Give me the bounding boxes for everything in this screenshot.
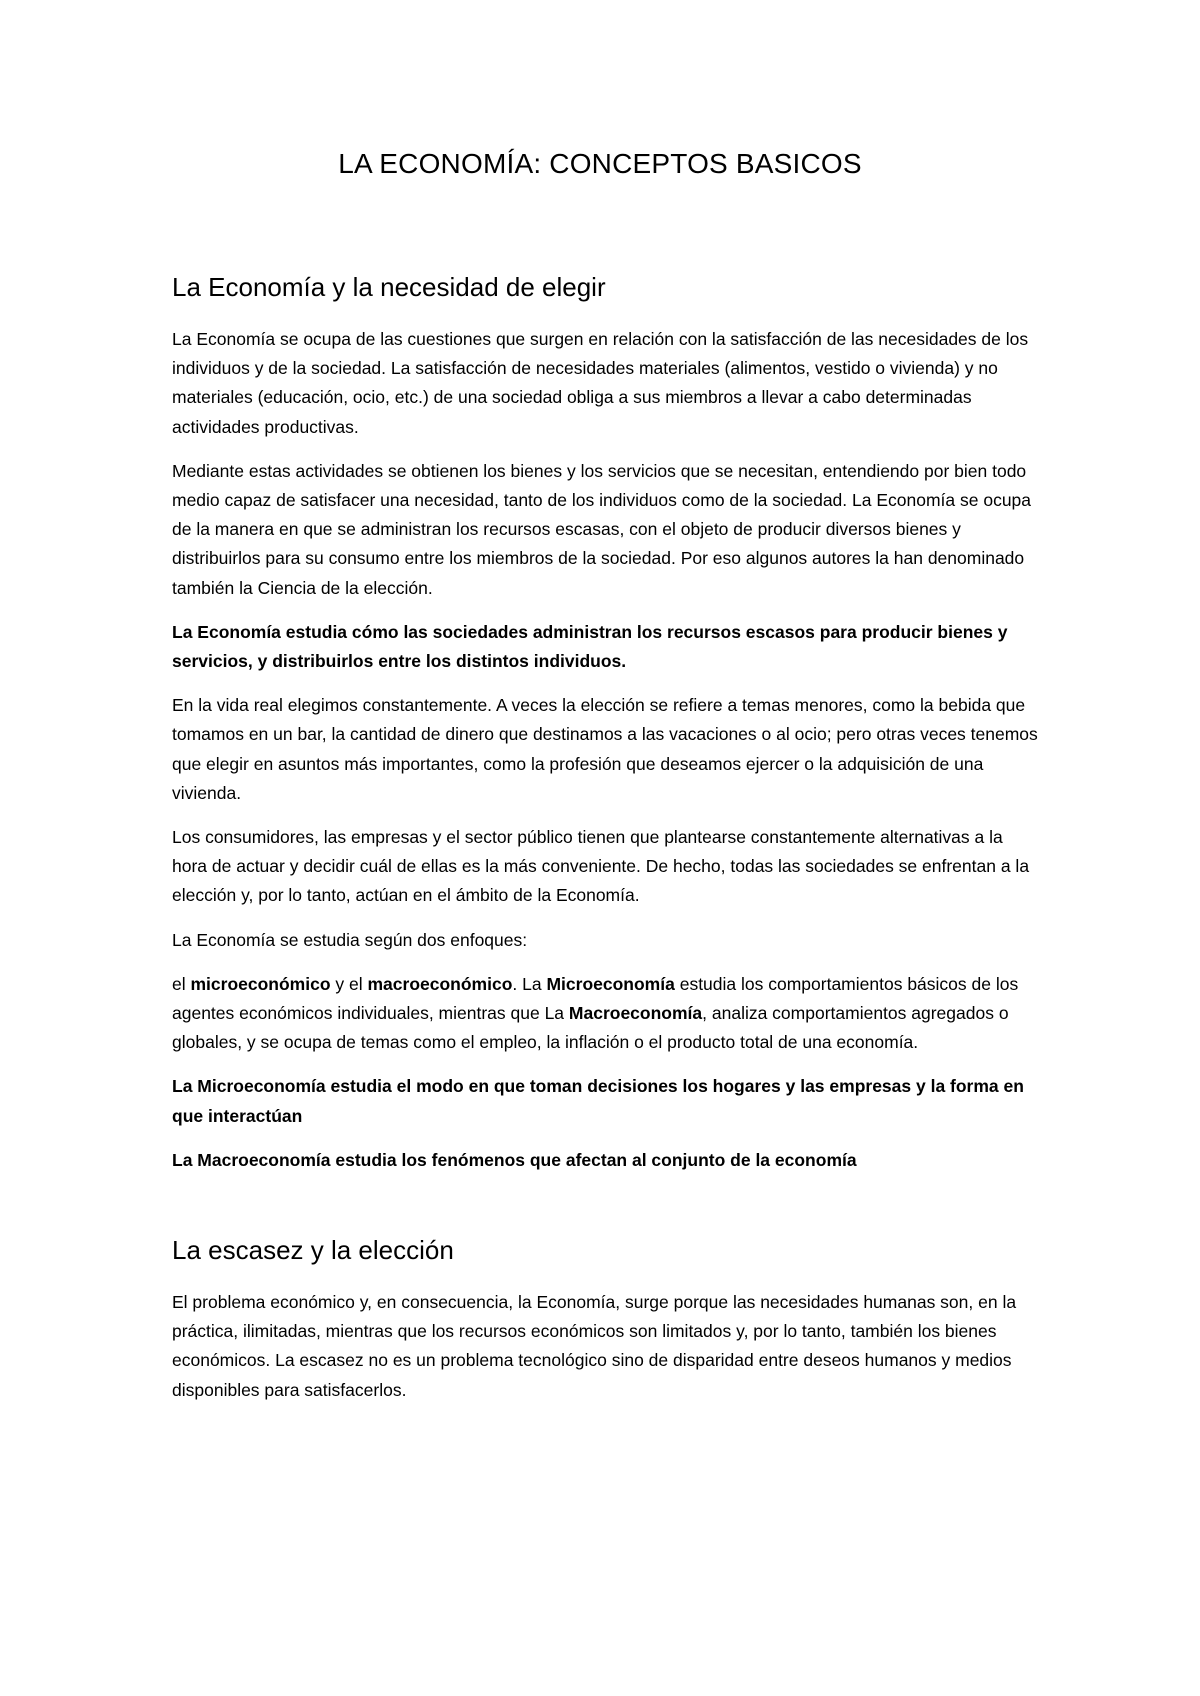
paragraph: En la vida real elegimos constantemente. A veces la elección se refiere a temas menores, como la bebida que tomamos en un bar, la cantidad de dinero que destinamos a las vacaciones o al ocio; pero otras veces tenemos que elegir en asuntos más importantes, como la profesión que deseamos ejercer o la adquisición de una vivienda.: [172, 695, 1038, 803]
paragraph: La Economía se ocupa de las cuestiones que surgen en relación con la satisfacción de las necesidades de los individuos y de la sociedad. La satisfacción de necesidades materiales (alimentos, vestido o vivienda) y no materiales (educación, ocio, etc.) de una sociedad obliga a sus miembros a llevar a cabo determinadas actividades productivas.: [172, 329, 1029, 437]
key-definition-paragraph: La Economía estudia cómo las sociedades administran los recursos escasos para producir bienes y servicios, y distribuirlos entre los distintos individuos.: [172, 621, 1008, 672]
bold-term: Microeconomía: [546, 973, 675, 994]
text-run: . La: [512, 973, 547, 994]
paragraph: Mediante estas actividades se obtienen los bienes y los servicios que se necesitan, entendiendo por bien todo medio capaz de satisfacer una necesidad, tanto de los individuos como de la sociedad. La Economía se ocupa de la manera en que se administran los recursos escasas, con el objeto de producir diversos bienes y distribuirlos para su consumo entre los miembros de la sociedad. Por eso algunos autores la han denominado también la Ciencia de la elección.: [172, 460, 1032, 598]
section-escasez-eleccion: [172, 1235, 1040, 1405]
bold-term: macroeconómico: [367, 973, 513, 994]
section-heading: La Economía y la necesidad de elegir: [172, 272, 606, 302]
section-heading: La escasez y la elección: [172, 1235, 454, 1266]
paragraph: El problema económico y, en consecuencia, la Economía, surge porque las necesidades humanas son, en la práctica, ilimitadas, mientras que los recursos económicos son limitados y, por lo tanto, también los bienes económicos. La escasez no es un problema tecnológico sino de disparidad entre deseos humanos y medios disponibles para satisfacerlos.: [172, 1292, 1017, 1400]
paragraph: Los consumidores, las empresas y el sector público tienen que plantearse constantemente alternativas a la hora de actuar y decidir cuál de ellas es la más conveniente. De hecho, todas las sociedades se enfrentan a la elección y, por lo tanto, actúan en el ámbito de la Economía.: [172, 827, 1030, 906]
document-title: LA ECONOMÍA: CONCEPTOS BASICOS: [338, 148, 862, 179]
microeconomia-definition: La Microeconomía estudia el modo en que toman decisiones los hogares y las empresas y la forma en que interactúan: [172, 1076, 1024, 1126]
text-run: y el: [330, 973, 368, 994]
bold-term: Macroeconomía: [568, 1003, 703, 1024]
bold-term: microeconómico: [190, 973, 331, 994]
paragraph: La Economía se estudia según dos enfoques:: [172, 929, 528, 950]
text-run: el: [172, 973, 191, 994]
macroeconomia-definition: La Macroeconomía estudia los fenómenos que afectan al conjunto de la economía: [172, 1149, 857, 1170]
text-run: , analiza comportamientos agregados o globales, y se ocupa de temas como el empleo, la inflación o el producto total de una economía.: [172, 1003, 1009, 1053]
section-economia-necesidad: [172, 272, 1040, 1175]
enfoques-paragraph: [172, 970, 1040, 1058]
text-run: estudia los comportamientos básicos de los agentes económicos individuales, mientras que La: [172, 973, 1019, 1024]
